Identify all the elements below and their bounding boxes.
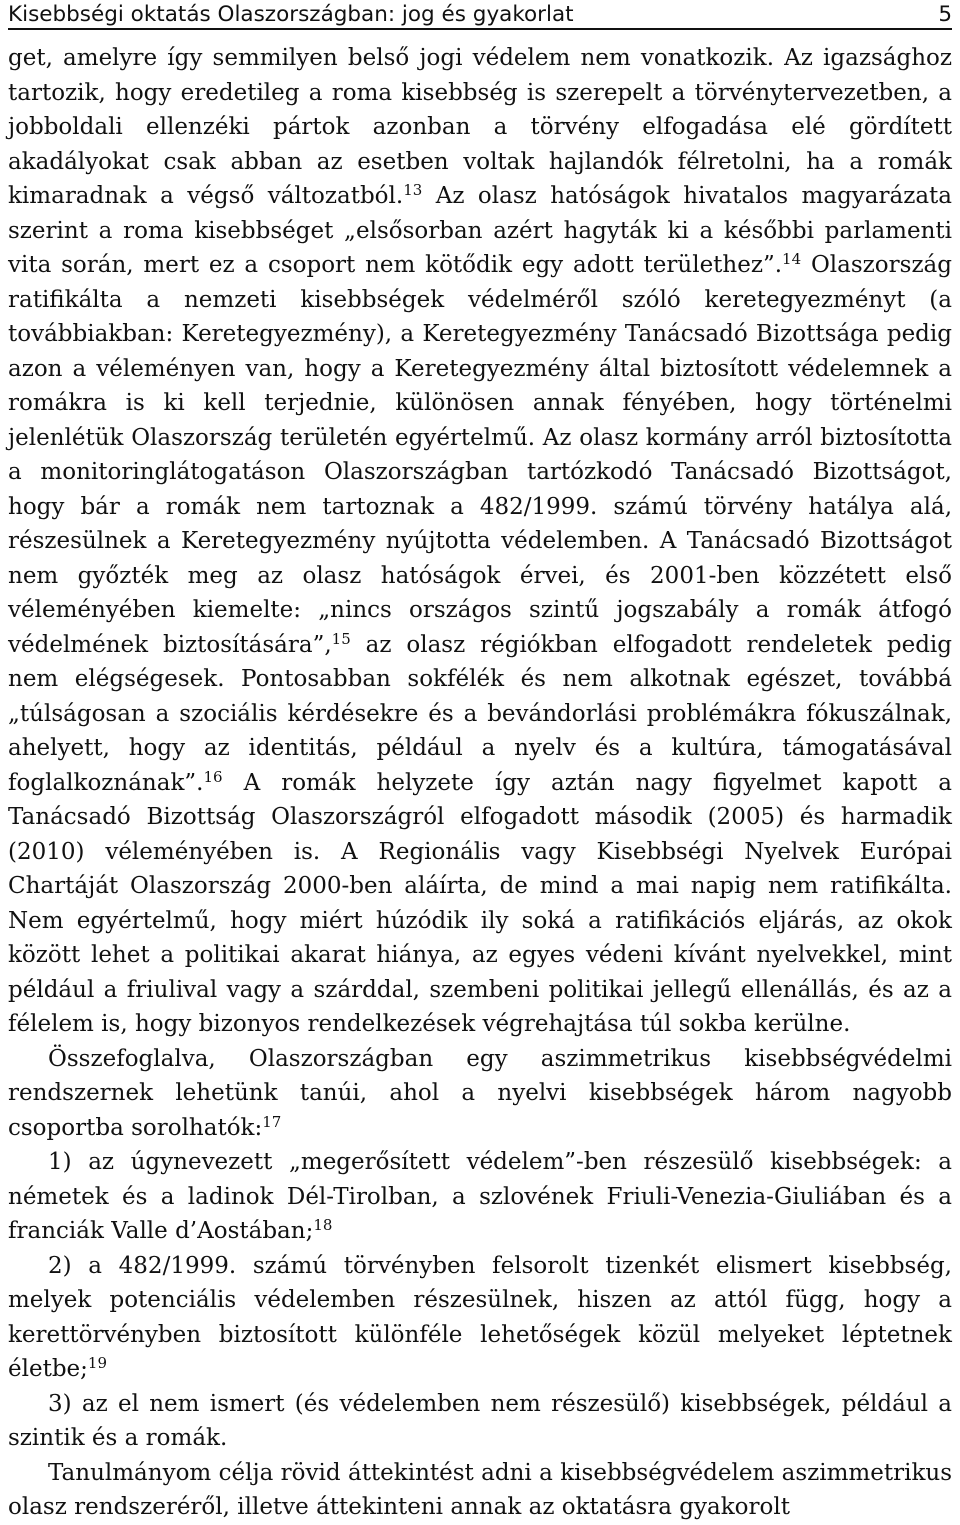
text-run: Olaszország ratifikálta a nemzeti kisebbségek védelméről szóló keretegyezményt (a továbbiakban: Keretegyezmény), a Keretegyezmény Tanácsadó Bizottsága pedig azon a véleményen van, hogy a Keretegyezmény által biztosított védelemnek a romákra is ki kell terjednie, különösen annak fényében, hogy történelmi jelenlétük Olaszország területén egyértelmű. Az olasz kormány arról biztosította a monitoringlátogatáson Olaszországban tartózkodó Tanácsadó Bizottságot, hogy bár a romák nem tartoznak a 482/1999. számú törvény hatálya alá, részesülnek a Keretegyezmény nyújtotta védelemben. A Tanácsadó Bizottságot nem győzték meg az olasz hatóságok érvei, és 2001-ben közzétett első véleményében kiemelte: „nincs országos szintű jogszabály a romák átfogó védelmének biztosítására”, — [8, 252, 952, 658]
paragraph-2 — [8, 1042, 952, 1146]
text-run: 1) az úgynevezett „megerősített védelem”-ben részesülő kisebbségek: a németek és a ladinok Dél-Tirolban, a szlovének Friuli-Venezia-Giuliában és a franciák Valle d’Aostában; — [8, 1149, 952, 1244]
paragraph-3 — [8, 1456, 952, 1525]
footnote-ref-19[interactable]: 19 — [87, 1353, 107, 1372]
text-run: A romák helyzete így aztán nagy figyelmet kapott a Tanácsadó Bizottság Olaszországról elfogadott második (2005) és harmadik (2010) véleményében is. A Regionális vagy Kisebbségi Nyelvek Európai Chartáját Olaszország 2000-ben aláírta, de mind a mai napig nem ratifikálta. Nem egyértelmű, hogy miért húzódik ily soká a ratifikációs eljárás, az okok között lehet a politikai akarat hiánya, az egyes védeni kívánt nyelvekkel, mint például a friulival vagy a szárddal, szembeni politikai jellegű ellenállás, és az a félelem is, hogy bizonyos rendelkezések végrehajtása túl sokba kerülne. — [8, 769, 952, 1037]
text-run: az olasz régiókban elfogadott rendeletek pedig nem elégségesek. Pontosabban sokfélék és nem alkotnak egészet, továbbá „túlságosan a szociális kérdésekre és a bevándorlási problémákra fókuszálnak, ahelyett, hogy az identitás, például a nyelv és a kultúra, támogatásával foglalkoznának”. — [8, 631, 952, 796]
list-item-3 — [8, 1387, 952, 1456]
page-number: 5 — [938, 1, 952, 27]
footnote-ref-15[interactable]: 15 — [331, 629, 351, 648]
list-item-1 — [8, 1145, 952, 1249]
text-run: 3) az el nem ismert (és védelemben nem részesülő) kisebbségek, például a szintik és a romák. — [8, 1390, 952, 1451]
text-run: Az olasz hatóságok hivatalos magyarázata szerint a roma kisebbséget „elsősorban azért hagyták ki a későbbi parlamenti vita során, mert ez a csoport nem kötődik egy adott területhez”. — [8, 183, 952, 278]
text-run: 2) a 482/1999. számú törvényben felsorolt tizenkét elismert kisebbség, melyek potenciális védelemben részesülnek, hiszen az attól függ, hogy a kerettörvényben biztosított különféle lehetőségek közül melyeket léptetnek életbe; — [8, 1252, 952, 1382]
running-header — [8, 0, 952, 30]
footnote-ref-14[interactable]: 14 — [782, 249, 802, 268]
footnote-ref-13[interactable]: 13 — [403, 180, 423, 199]
text-run: get, amelyre így semmilyen belső jogi védelem nem vonatkozik. Az igazsághoz tartozik, hogy eredetileg a roma kisebbség is szerepelt a törvénytervezetben, a jobboldali ellenzéki pártok azonban a törvény elfogadása elé gördített akadályokat csak abban az esetben voltak hajlandók félretolni, ha a romák kimaradnak a végső változatból. — [8, 45, 952, 209]
text-run: Összefoglalva, Olaszországban egy aszimmetrikus kisebbségvédelmi rendszernek lehetünk tanúi, ahol a nyelvi kisebbségek három nagyobb csoportba sorolhatók: — [8, 1045, 952, 1141]
header-title: Kisebbségi oktatás Olaszországban: jog és gyakorlat — [8, 1, 574, 27]
footnote-ref-16[interactable]: 16 — [203, 767, 223, 786]
list-item-2 — [8, 1249, 952, 1387]
footnote-ref-17[interactable]: 17 — [262, 1112, 282, 1131]
text-run: Tanulmányom célja rövid áttekintést adni a kisebbségvédelem aszimmetrikus olasz rendszeréről, illetve áttekinteni annak az oktatásra gyakorolt — [8, 1459, 952, 1520]
paragraph-1 — [8, 41, 952, 1042]
page-body — [8, 41, 952, 1525]
footnote-ref-18[interactable]: 18 — [313, 1215, 333, 1234]
